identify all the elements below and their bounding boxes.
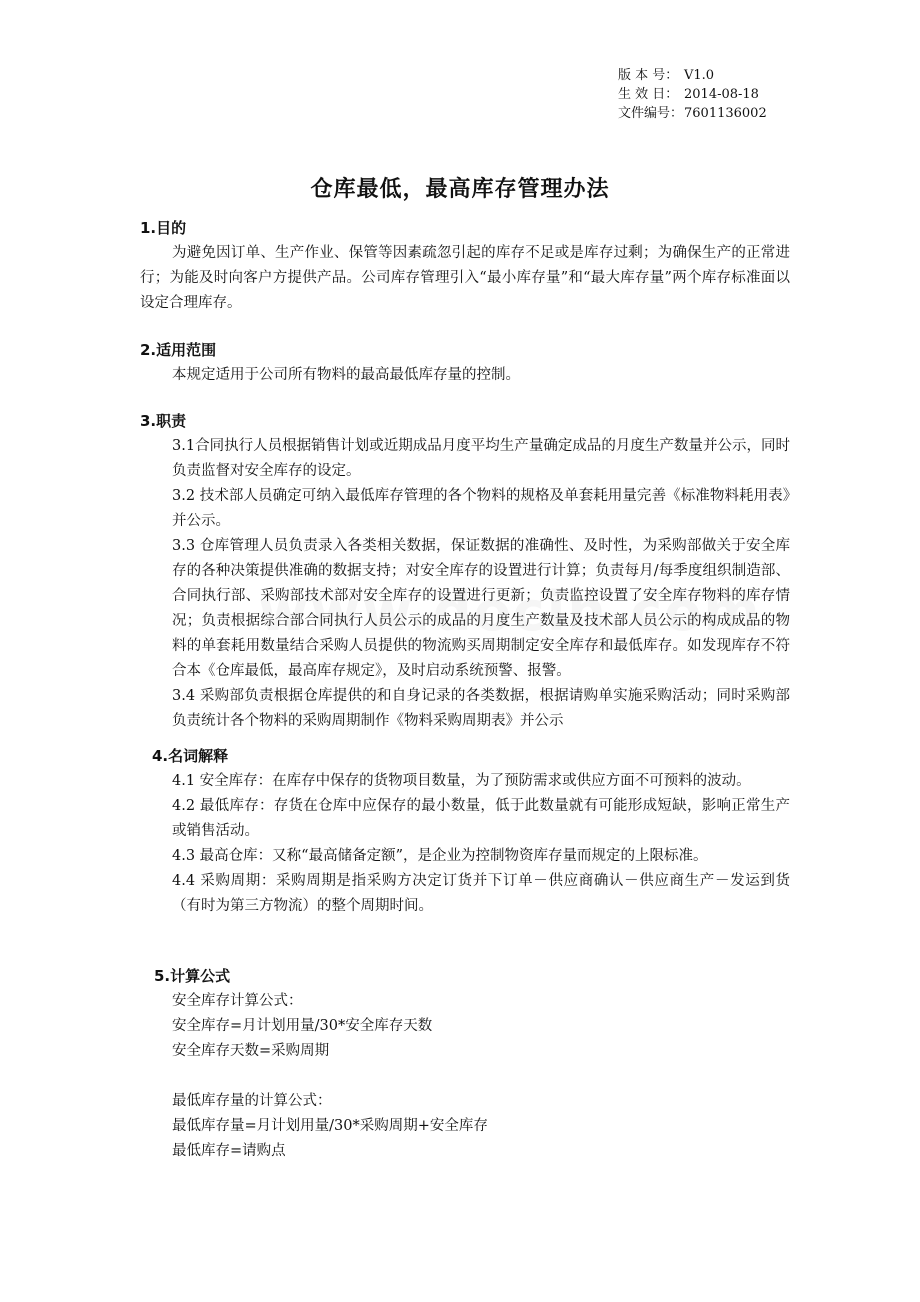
formula-line: 最低库存=请购点 <box>172 1143 286 1159</box>
formula-line: 安全库存=月计划用量/30*安全库存天数 <box>172 1018 433 1034</box>
list-item: 3.3 仓库管理人员负责录入各类相关数据，保证数据的准确性、及时性，为采购部做关于安全库存的各种决策提供准确的数据支持；对安全库存的设置进行计算；负责每月/每季度组织制造部、合同执行部、采购部技术部对安全库存的设置进行更新；负责监控设置了安全库存物料的库存情况；负责根据综合部合同执行人员公示的成品的月度生产数量及技术部人员公示的构成成品的物料的单套耗用数量结合采购人员提供的物流购买周期制定安全库存和最低库存。如发现库存不符合本《仓库最低，最高库存规定》，及时启动系统预警、报警。 <box>172 538 790 679</box>
version-row <box>618 66 767 85</box>
date-label: 生 效 日： <box>618 87 679 102</box>
docno-value: 7601136002 <box>684 106 767 121</box>
formula-line: 最低库存量的计算公式： <box>172 1093 332 1109</box>
list-item: 4.3 最高仓库：又称“最高储备定额”，是企业为控制物资库存量而规定的上限标准。 <box>172 848 708 864</box>
list-item: 3.4 采购部负责根据仓库提供的和自身记录的各类数据，根据请购单实施采购活动；同时采购部负责统计各个物料的采购周期制作《物料采购周期表》并公示 <box>172 688 790 729</box>
section-heading: 4.名词解释 <box>152 747 229 765</box>
blank-line <box>154 1064 804 1089</box>
date-row <box>618 85 767 104</box>
section-heading: 3.职责 <box>140 412 187 430</box>
version-value: V1.0 <box>684 68 715 83</box>
list-item: 3.1合同执行人员根据销售计划或近期成品月度平均生产量确定成品的月度生产数量并公示，同时负责监督对安全库存的设定。 <box>172 438 790 479</box>
section-formulas <box>154 964 804 1164</box>
list-item: 4.4 采购周期：采购周期是指采购方决定订货并下订单－供应商确认－供应商生产－发运到货（有时为第三方物流）的整个周期时间。 <box>172 873 790 914</box>
section-scope <box>140 338 790 388</box>
list-item: 4.2 最低库存：存货在仓库中应保存的最小数量，低于此数量就有可能形成短缺，影响正常生产或销售活动。 <box>172 798 790 839</box>
list-item: 4.1 安全库存：在库存中保存的货物项目数量，为了预防需求或供应方面不可预料的波动。 <box>172 773 751 789</box>
docno-label: 文件编号： <box>618 106 684 121</box>
list-item: 3.2 技术部人员确定可纳入最低库存管理的各个物料的规格及单套耗用量完善《标准物料耗用表》并公示。 <box>172 488 790 529</box>
formula-line: 安全库存计算公式： <box>172 993 303 1009</box>
document-title: 仓库最低，最高库存管理办法 <box>310 177 610 202</box>
version-label: 版 本 号： <box>618 68 679 83</box>
section-purpose <box>140 216 790 316</box>
section-heading: 1.目的 <box>140 219 187 237</box>
section-paragraph: 为避免因订单、生产作业、保管等因素疏忽引起的库存不足或是库存过剩；为确保生产的正常进行；为能及时向客户方提供产品。公司库存管理引入“最小库存量”和“最大库存量”两个库存标准面以设定合理库存。 <box>140 245 790 311</box>
section-heading: 5.计算公式 <box>154 967 231 985</box>
formula-line: 最低库存量=月计划用量/30*采购周期+安全库存 <box>172 1118 488 1134</box>
section-responsibilities <box>140 409 790 734</box>
section-heading: 2.适用范围 <box>140 341 217 359</box>
date-value: 2014-08-18 <box>684 87 759 102</box>
section-definitions <box>152 744 790 919</box>
formula-line: 安全库存天数=采购周期 <box>172 1043 330 1059</box>
docno-row <box>618 104 767 123</box>
document-meta <box>618 66 767 123</box>
section-paragraph: 本规定适用于公司所有物料的最高最低库存量的控制。 <box>172 367 520 383</box>
